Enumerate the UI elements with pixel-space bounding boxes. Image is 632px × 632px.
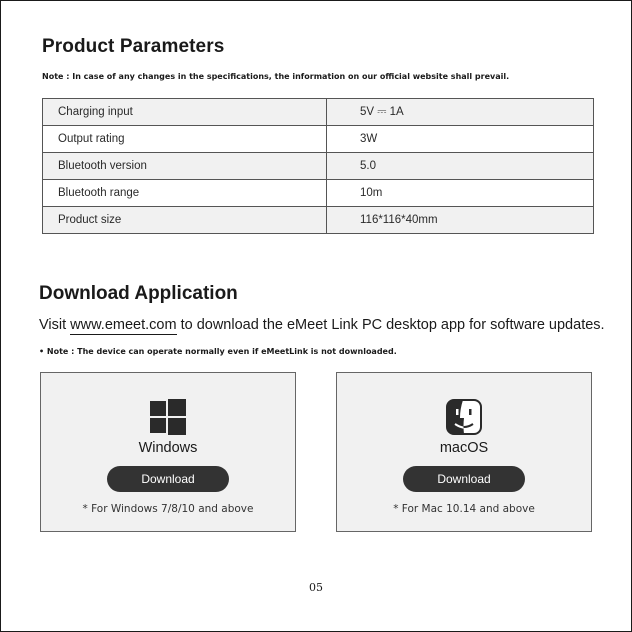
spec-label: Bluetooth version — [43, 153, 327, 180]
macos-label: macOS — [439, 440, 489, 456]
table-row — [43, 180, 594, 207]
visit-instructions — [39, 317, 605, 333]
visit-prefix: Visit — [39, 317, 71, 333]
spec-label: Bluetooth range — [43, 180, 327, 207]
spec-value: 5V ⎓ 1A — [327, 99, 594, 126]
table-row — [43, 207, 594, 234]
page-number: 05 — [309, 581, 323, 594]
product-parameters-heading: Product Parameters — [42, 36, 225, 57]
table-row — [43, 126, 594, 153]
windows-download-card — [40, 372, 296, 532]
windows-requirement: * For Windows 7/8/10 and above — [82, 503, 254, 515]
website-link[interactable]: www.emeet.com — [70, 317, 177, 333]
windows-label: Windows — [138, 440, 198, 456]
macos-download-button[interactable]: Download — [403, 466, 525, 492]
spec-value: 5.0 — [327, 153, 594, 180]
table-row — [43, 99, 594, 126]
spec-value: 10m — [327, 180, 594, 207]
spec-label: Output rating — [43, 126, 327, 153]
specifications-note: Note : In case of any changes in the specifications, the information on our official website shall prevail. — [42, 72, 510, 81]
spec-value: 3W — [327, 126, 594, 153]
visit-suffix: to download the eMeet Link PC desktop app for software updates. — [176, 317, 605, 333]
macos-requirement: * For Mac 10.14 and above — [393, 503, 535, 515]
windows-download-button[interactable]: Download — [107, 466, 229, 492]
spec-value: 116*116*40mm — [327, 207, 594, 234]
table-row — [43, 153, 594, 180]
macos-finder-icon — [446, 399, 482, 435]
spec-label: Charging input — [43, 99, 327, 126]
macos-download-card — [336, 372, 592, 532]
download-application-heading: Download Application — [39, 283, 238, 304]
download-note: • Note : The device can operate normally even if eMeetLink is not downloaded. — [39, 347, 397, 356]
specifications-table — [42, 98, 594, 234]
spec-label: Product size — [43, 207, 327, 234]
windows-icon — [150, 399, 186, 435]
